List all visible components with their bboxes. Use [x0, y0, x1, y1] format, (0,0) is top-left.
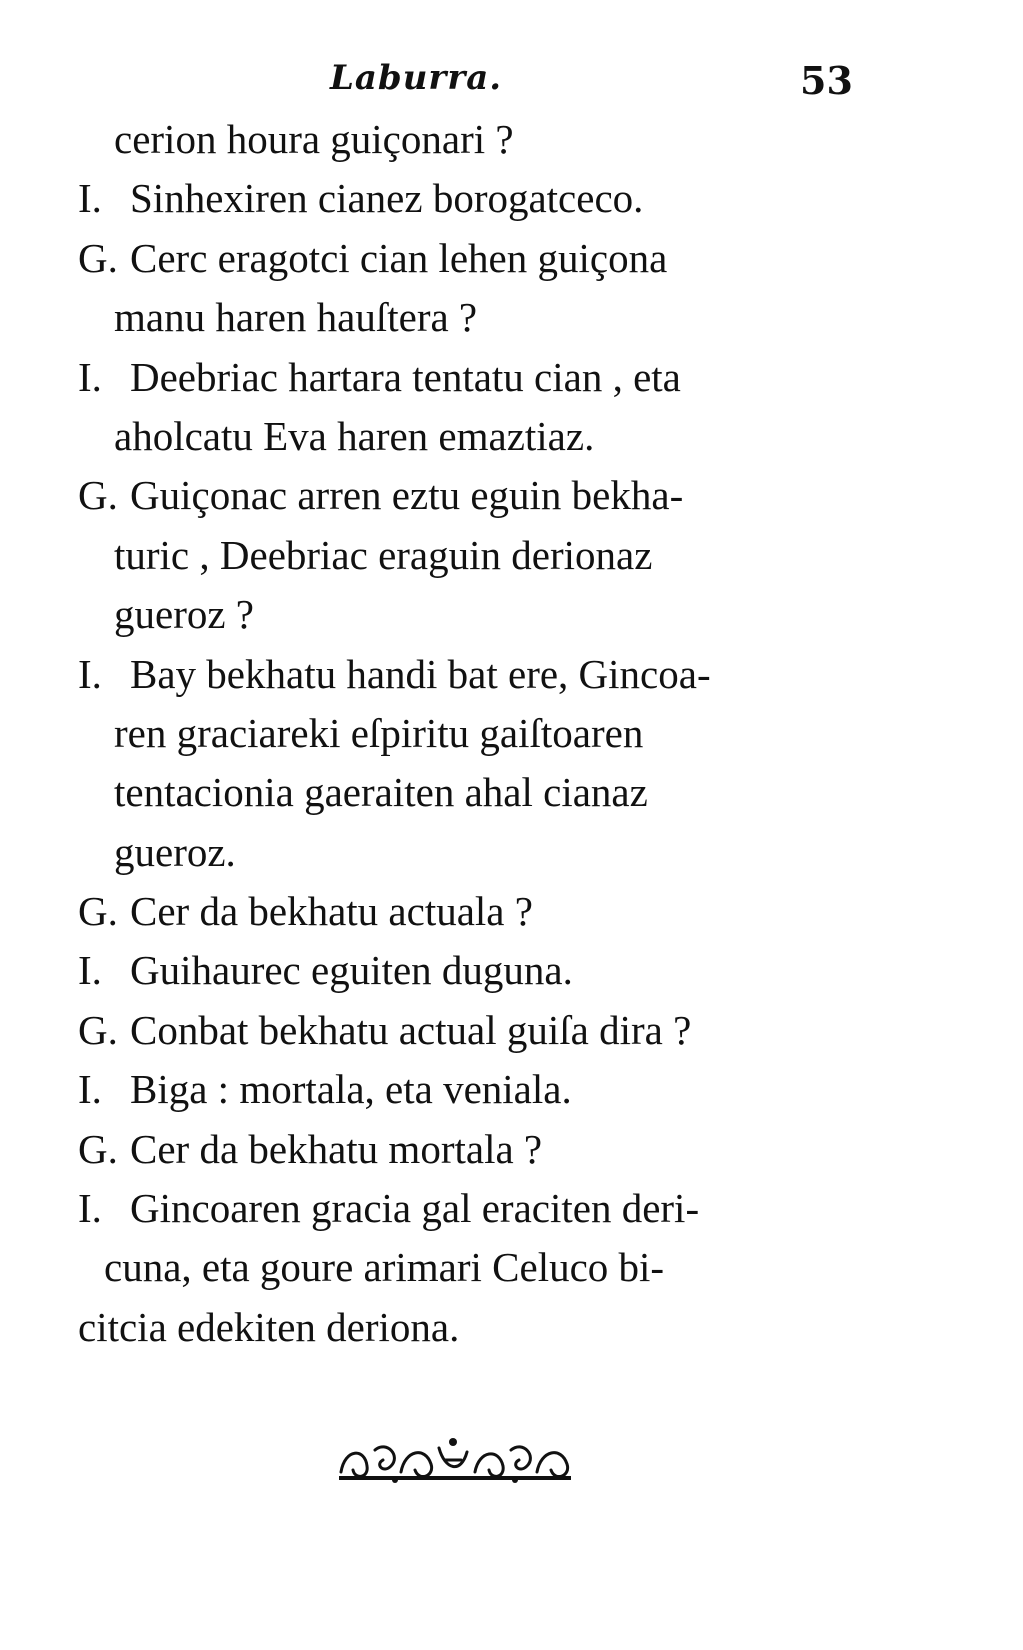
speaker-mark: I.: [78, 175, 102, 222]
text-line: [78, 407, 838, 466]
text-line: [78, 526, 838, 585]
line-text: manu haren hauſtera ?: [114, 294, 478, 341]
line-text: Guiçonac arren eztu eguin bekha-: [130, 472, 684, 519]
speaker-mark: I.: [78, 650, 102, 697]
line-text: gueroz ?: [114, 591, 254, 638]
text-line: [78, 941, 838, 1000]
text-line: [78, 763, 838, 822]
line-text: Deebriac hartara tentatu cian , eta: [130, 353, 681, 400]
line-text: Sinhexiren cianez borogatceco.: [130, 175, 644, 222]
text-line: [78, 585, 838, 644]
page-number: 53: [800, 58, 853, 103]
line-text: tentacionia gaeraiten ahal cianaz: [114, 769, 648, 816]
text-line: [78, 169, 838, 228]
speaker-mark: I.: [78, 1185, 102, 1232]
speaker-mark: I.: [78, 947, 102, 994]
line-text: Guihaurec eguiten duguna.: [130, 947, 573, 994]
speaker-mark: G.: [78, 1006, 118, 1053]
text-line: [78, 1060, 838, 1119]
text-line: [78, 1298, 838, 1357]
speaker-mark: I.: [78, 1066, 102, 1113]
text-line: [78, 348, 838, 407]
line-text: ren graciareki eſpiritu gaiſtoaren: [114, 709, 644, 756]
dialogue-text: [78, 110, 838, 1357]
text-line: [78, 1001, 838, 1060]
line-text: turic , Deebriac eraguin derionaz: [114, 531, 653, 578]
line-text: gueroz.: [114, 828, 236, 875]
ornament-icon: [335, 1430, 575, 1490]
line-text: aholcatu Eva haren emaztiaz.: [114, 412, 595, 459]
speaker-mark: G.: [78, 1125, 118, 1172]
speaker-mark: I.: [78, 353, 102, 400]
line-text: Cer da bekhatu mortala ?: [130, 1125, 543, 1172]
speaker-mark: G.: [78, 888, 118, 935]
text-line: [78, 1120, 838, 1179]
line-text: Gincoaren gracia gal eraciten deri-: [130, 1185, 700, 1232]
text-line: [78, 1179, 838, 1238]
speaker-mark: G.: [78, 234, 118, 281]
line-text: Biga : mortala, eta veniala.: [130, 1066, 572, 1113]
line-text: Cerc eragotci cian lehen guiçona: [130, 234, 668, 281]
line-text: cuna, eta goure arimari Celuco bi-: [104, 1244, 665, 1291]
line-text: citcia edekiten deriona.: [78, 1303, 460, 1350]
speaker-mark: G.: [78, 472, 118, 519]
text-line: [78, 288, 838, 347]
line-text: Conbat bekhatu actual guiſa dira ?: [130, 1006, 692, 1053]
text-line: [78, 823, 838, 882]
line-text: Bay bekhatu handi bat ere, Gincoa-: [130, 650, 711, 697]
running-head: Laburra.: [330, 58, 503, 98]
line-text: Cer da bekhatu actuala ?: [130, 888, 533, 935]
text-line: [78, 1238, 838, 1297]
text-line: [78, 229, 838, 288]
text-line: [78, 645, 838, 704]
text-line: [78, 110, 838, 169]
text-line: [78, 882, 838, 941]
line-text: cerion houra guiçonari ?: [114, 116, 514, 162]
text-line: [78, 704, 838, 763]
text-line: [78, 466, 838, 525]
